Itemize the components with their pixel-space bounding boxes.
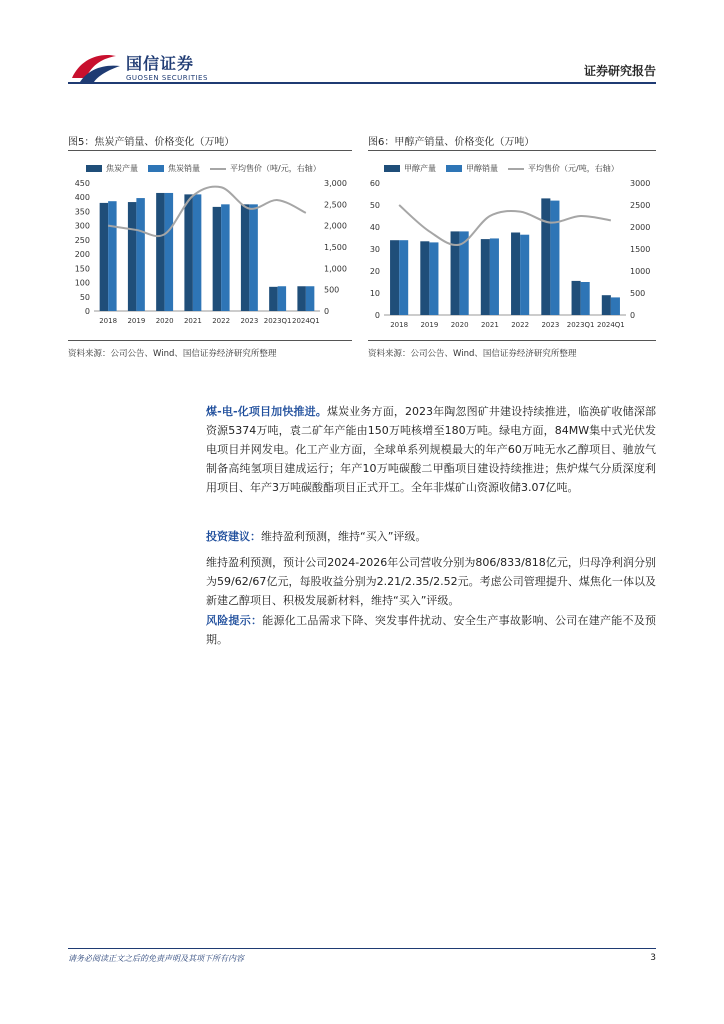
legend-item <box>446 163 498 174</box>
x-tick-label: 2018 <box>390 321 409 329</box>
paragraph-lead: 煤-电-化项目加快推进。 <box>206 405 327 418</box>
figure6-title-rule <box>368 150 656 151</box>
x-tick-label: 2024Q1 <box>291 317 320 325</box>
bar <box>490 238 499 315</box>
y-right-tick-label: 1,500 <box>324 243 347 252</box>
bar <box>269 287 277 311</box>
legend-swatch <box>384 165 400 172</box>
y-left-tick-label: 50 <box>79 292 90 302</box>
legend-swatch <box>210 168 226 170</box>
report-type: 证券研究报告 <box>583 64 656 78</box>
y-right-tick-label: 2500 <box>630 201 651 210</box>
legend-label: 平均售价（元/吨，右轴） <box>528 164 619 173</box>
paragraph-forecast <box>206 553 656 610</box>
bar <box>184 194 192 311</box>
bar <box>520 235 529 315</box>
legend-label: 平均售价（吨/元，右轴） <box>230 164 321 173</box>
bar <box>249 204 257 311</box>
bar <box>297 286 305 311</box>
legend-label: 焦炭销量 <box>168 164 200 173</box>
brand-name: 国信证券 <box>126 54 195 73</box>
bar <box>156 193 164 311</box>
bar <box>541 198 550 315</box>
bar <box>602 295 611 315</box>
x-tick-label: 2022 <box>212 317 231 325</box>
legend-item <box>508 163 619 174</box>
y-right-tick-label: 1500 <box>630 245 651 254</box>
figure5-legend <box>86 163 321 174</box>
y-right-tick-label: 2,000 <box>324 221 347 231</box>
legend-item <box>86 163 138 174</box>
header-rule <box>68 82 656 84</box>
x-tick-label: 2021 <box>480 321 499 329</box>
legend-item <box>210 163 321 174</box>
figure6-legend <box>384 163 619 174</box>
bar <box>420 241 429 315</box>
x-tick-label: 2021 <box>183 317 202 325</box>
y-left-tick-label: 0 <box>374 311 380 320</box>
bar <box>165 193 173 311</box>
guosen-logo <box>70 50 122 84</box>
bar <box>481 239 490 315</box>
paragraph-investment-advice <box>206 527 656 546</box>
figure5-title: 图5：焦炭产销量、价格变化（万吨） <box>68 137 235 148</box>
paragraph-text: 维持盈利预测，维持“买入”评级。 <box>261 530 427 543</box>
price-line <box>399 205 611 245</box>
paragraph-text: 煤炭业务方面，2023年陶忽图矿井建设持续推进，临涣矿收储深部资源5374万吨，袁二矿年产能由150万吨核增至180万吨。绿电方面，84MW集中式光伏发电项目并网发电。化工产业方面，全球单系列规模最大的年产60万吨无水乙醇项目、驰放气制备高纯氢项目建成运行；年产10万吨碳酸二甲酯项目建设持续推进；焦炉煤气分质深度利用项目、年产3万吨碳酸酯项目正式开工。全年非煤矿山资源收储3.07亿吨。 <box>206 405 656 494</box>
paragraph-text: 维持盈利预测，预计公司2024-2026年公司营收分别为806/833/818亿元，归母净利润分别为59/62/67亿元，每股收益分别为2.21/2.35/2.52元。考虑公司管理提升、煤焦化一体以及新建乙醇项目、积极发展新材料，维持“买入”评级。 <box>206 556 656 607</box>
figure6-source: 资料来源：公司公告、Wind、国信证券经济研究所整理 <box>368 349 577 359</box>
x-tick-label: 2023Q1 <box>263 317 292 325</box>
paragraph-lead: 投资建议： <box>206 530 261 543</box>
bar <box>429 242 438 315</box>
bar <box>511 233 520 316</box>
paragraph-risk <box>206 611 656 649</box>
y-right-tick-label: 500 <box>630 289 646 298</box>
y-right-tick-label: 2000 <box>630 223 651 232</box>
legend-label: 甲醇销量 <box>466 164 498 173</box>
legend-item <box>384 163 436 174</box>
figure6-title: 图6：甲醇产销量、价格变化（万吨） <box>368 137 535 148</box>
bar <box>390 240 399 315</box>
paragraph-text: 能源化工品需求下降、突发事件扰动、安全生产事故影响、公司在建产能不及预期。 <box>206 614 657 646</box>
legend-label: 焦炭产量 <box>106 164 138 173</box>
x-tick-label: 2023 <box>541 321 560 329</box>
footer-rule <box>68 948 656 949</box>
y-left-tick-label: 200 <box>74 250 90 260</box>
y-right-tick-label: 3000 <box>630 179 651 188</box>
figure5-source: 资料来源：公司公告、Wind、国信证券经济研究所整理 <box>68 349 277 359</box>
x-tick-label: 2022 <box>511 321 530 329</box>
y-right-tick-label: 2,500 <box>324 200 347 210</box>
y-left-tick-label: 350 <box>74 207 90 217</box>
bar <box>241 204 249 311</box>
figure5-title-rule <box>68 150 352 151</box>
y-left-tick-label: 10 <box>369 289 380 298</box>
bar <box>213 207 221 311</box>
x-tick-label: 2023 <box>240 317 259 325</box>
x-tick-label: 2019 <box>127 317 146 325</box>
y-right-tick-label: 1000 <box>630 267 651 276</box>
y-left-tick-label: 30 <box>369 245 380 254</box>
figure5-source-rule <box>68 340 352 341</box>
figure6-chart <box>364 175 660 335</box>
bar <box>399 240 408 315</box>
legend-swatch <box>86 165 102 172</box>
x-tick-label: 2024Q1 <box>596 321 625 329</box>
legend-swatch <box>446 165 462 172</box>
y-right-tick-label: 500 <box>324 285 340 295</box>
bar <box>550 201 559 315</box>
y-left-tick-label: 60 <box>369 179 380 188</box>
figure5-chart <box>68 175 358 335</box>
x-tick-label: 2020 <box>450 321 469 329</box>
y-left-tick-label: 450 <box>74 179 90 188</box>
y-left-tick-label: 250 <box>74 235 90 245</box>
paragraph-coal-power-chem <box>206 402 656 497</box>
y-right-tick-label: 0 <box>324 307 330 316</box>
bar <box>306 286 314 311</box>
guosen-logo-icon <box>70 50 122 84</box>
x-tick-label: 2023Q1 <box>566 321 595 329</box>
bar <box>193 194 201 311</box>
bar <box>136 198 144 311</box>
y-left-tick-label: 150 <box>74 264 90 274</box>
paragraph-lead: 风险提示： <box>206 614 263 627</box>
x-tick-label: 2020 <box>155 317 174 325</box>
y-right-tick-label: 0 <box>630 311 636 320</box>
y-right-tick-label: 1,000 <box>324 264 347 274</box>
y-left-tick-label: 0 <box>84 307 90 316</box>
y-left-tick-label: 400 <box>74 193 90 203</box>
legend-item <box>148 163 200 174</box>
x-tick-label: 2019 <box>420 321 439 329</box>
legend-label: 甲醇产量 <box>404 164 436 173</box>
legend-swatch <box>508 168 524 170</box>
x-tick-label: 2018 <box>99 317 118 325</box>
y-left-tick-label: 20 <box>369 267 380 276</box>
bar <box>581 282 590 315</box>
bar <box>100 203 108 311</box>
bar <box>572 281 581 315</box>
bar <box>108 201 116 311</box>
y-left-tick-label: 300 <box>74 221 90 231</box>
legend-swatch <box>148 165 164 172</box>
y-left-tick-label: 50 <box>369 201 380 210</box>
brand-name-en: GUOSEN SECURITIES <box>126 74 208 82</box>
bar <box>128 202 136 311</box>
bar <box>611 297 620 315</box>
figure6-source-rule <box>368 340 656 341</box>
page-number: 3 <box>650 953 656 963</box>
y-left-tick-label: 100 <box>74 278 90 288</box>
y-right-tick-label: 3,000 <box>324 179 347 188</box>
bar <box>221 204 229 311</box>
footer-disclaimer: 请务必阅读正文之后的免责声明及其项下所有内容 <box>68 954 244 963</box>
y-left-tick-label: 40 <box>369 223 380 232</box>
bar <box>278 286 286 311</box>
